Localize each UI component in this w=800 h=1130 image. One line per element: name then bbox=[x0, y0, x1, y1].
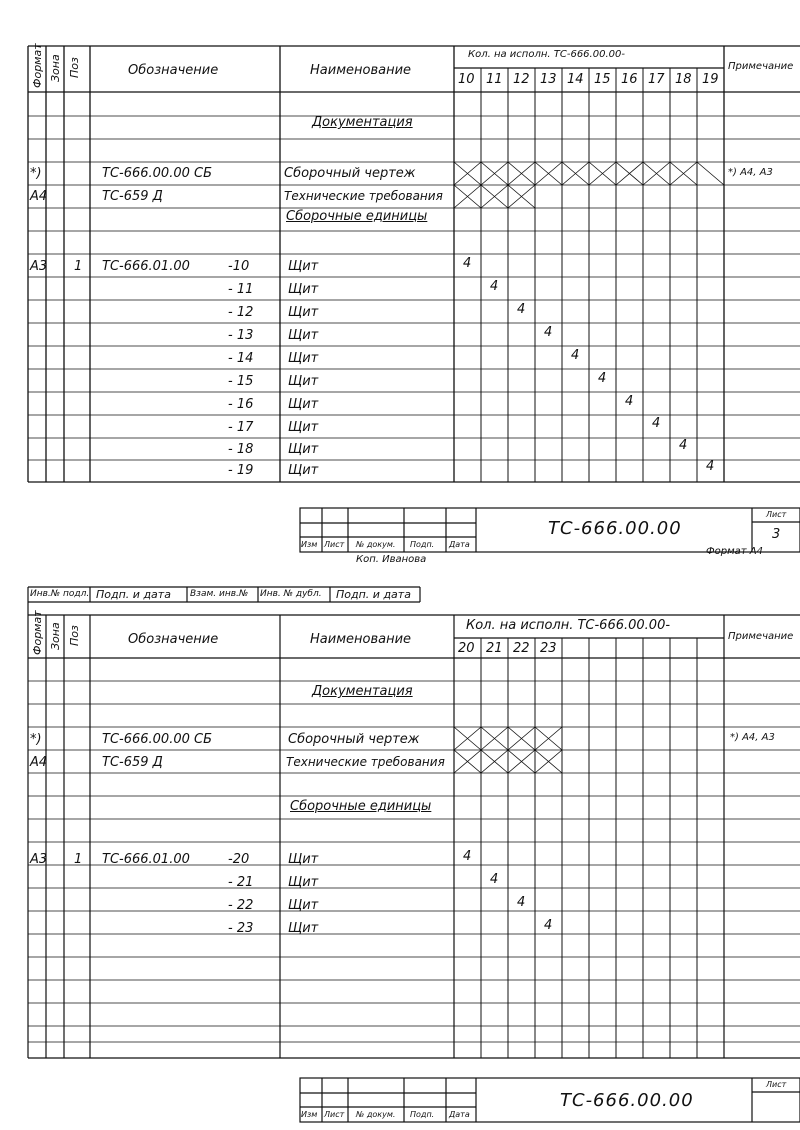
part-suffix: - 13 bbox=[228, 328, 254, 343]
part-suffix: - 16 bbox=[228, 397, 254, 412]
part-suffix: - 19 bbox=[228, 463, 254, 478]
row-asm-drawing-name: Сборочный чертеж bbox=[284, 166, 416, 181]
footer-format: Формат А4 bbox=[706, 546, 763, 557]
part-qty: 4 bbox=[544, 918, 553, 933]
stamp-list-label: Лист bbox=[324, 1110, 345, 1119]
variant-22: 22 bbox=[513, 641, 530, 656]
part-name: Щит bbox=[288, 898, 319, 913]
qty-caption: Кол. на исполн. ТС-666.00.00- bbox=[468, 49, 625, 60]
side-stamp-sign-date-2: Подп. и дата bbox=[336, 588, 411, 601]
stamp-date-label: Дата bbox=[449, 540, 470, 549]
part-suffix: - 17 bbox=[228, 420, 254, 435]
stamp-sheet-label: Лист bbox=[766, 510, 787, 519]
col-pos-header: Поз bbox=[68, 57, 81, 78]
part-suffix: - 11 bbox=[228, 282, 254, 297]
stamp-sheet-label: Лист bbox=[766, 1080, 787, 1089]
part-qty: 4 bbox=[517, 302, 526, 317]
part-suffix: - 12 bbox=[228, 305, 254, 320]
documentation-section-title: Документация bbox=[312, 115, 413, 130]
side-stamp-inv-dup: Инв. № дубл. bbox=[260, 589, 322, 599]
col-note-header: Примечание bbox=[728, 631, 794, 642]
part-qty: 4 bbox=[463, 849, 472, 864]
variant-21: 21 bbox=[486, 641, 503, 656]
variant-12: 12 bbox=[513, 72, 530, 87]
part-name: Щит bbox=[288, 259, 319, 274]
part-qty: 4 bbox=[571, 348, 580, 363]
part-name: Щит bbox=[288, 328, 319, 343]
variant-23: 23 bbox=[540, 641, 557, 656]
row-tech-req-designation: ТС-659 Д bbox=[102, 189, 163, 204]
part-qty: 4 bbox=[598, 371, 607, 386]
variant-14: 14 bbox=[567, 72, 584, 87]
part-name: Щит bbox=[288, 305, 319, 320]
col-zone-header: Зона bbox=[49, 54, 62, 82]
variant-16: 16 bbox=[621, 72, 638, 87]
variant-10: 10 bbox=[458, 72, 475, 87]
part-qty: 4 bbox=[679, 438, 688, 453]
row-asm-drawing-format: *) bbox=[30, 166, 42, 181]
part-designation: ТС-666.01.00 bbox=[102, 852, 190, 867]
assembly-section-title: Сборочные единицы bbox=[286, 209, 428, 224]
variant-18: 18 bbox=[675, 72, 692, 87]
stamp-izm-label: Изм bbox=[301, 1110, 318, 1119]
part-name: Щит bbox=[288, 875, 319, 890]
part-designation: ТС-666.01.00 bbox=[102, 259, 190, 274]
part-name: Щит bbox=[288, 852, 319, 867]
part-name: Щит bbox=[288, 351, 319, 366]
assembly-section-title: Сборочные единицы bbox=[290, 799, 432, 814]
stamp-ndoc-label: № докум. bbox=[356, 1110, 396, 1119]
part-qty: 4 bbox=[463, 256, 472, 271]
side-stamp-sign-date: Подп. и дата bbox=[96, 588, 171, 601]
col-pos-header: Поз bbox=[68, 625, 81, 646]
footer-copied-by: Коп. Иванова bbox=[356, 554, 427, 565]
part-suffix: - 14 bbox=[228, 351, 254, 366]
stamp-date-label: Дата bbox=[449, 1110, 470, 1119]
variant-13: 13 bbox=[540, 72, 557, 87]
stamp-sheet-number: 3 bbox=[772, 527, 781, 542]
part-suffix: -10 bbox=[228, 259, 250, 274]
part-suffix: - 22 bbox=[228, 898, 254, 913]
row-tech-req-format: А4 bbox=[30, 755, 48, 770]
part-suffix: - 23 bbox=[228, 921, 254, 936]
part-pos: 1 bbox=[74, 852, 83, 867]
part-suffix: - 15 bbox=[228, 374, 254, 389]
row-asm-drawing-note: *) А4, А3 bbox=[728, 167, 773, 178]
part-qty: 4 bbox=[517, 895, 526, 910]
variant-15: 15 bbox=[594, 72, 611, 87]
stamp-ndoc-label: № докум. bbox=[356, 540, 396, 549]
spec-sheet-2 bbox=[0, 580, 800, 1125]
stamp-podp-label: Подп. bbox=[410, 1110, 435, 1119]
part-qty: 4 bbox=[490, 279, 499, 294]
stamp-list-label: Лист bbox=[324, 540, 345, 549]
part-name: Щит bbox=[288, 921, 319, 936]
part-pos: 1 bbox=[74, 259, 83, 274]
documentation-section-title: Документация bbox=[312, 684, 413, 699]
part-format: А3 bbox=[30, 259, 48, 274]
row-tech-req-format: А4 bbox=[30, 189, 48, 204]
part-name: Щит bbox=[288, 374, 319, 389]
variant-11: 11 bbox=[486, 72, 503, 87]
row-asm-drawing-format: *) bbox=[30, 732, 42, 747]
variant-19: 19 bbox=[702, 72, 719, 87]
stamp-document-code: ТС-666.00.00 bbox=[548, 518, 682, 539]
col-zone-header: Зона bbox=[49, 622, 62, 650]
row-tech-req-name: Технические требования bbox=[286, 755, 445, 769]
col-designation-header: Обозначение bbox=[128, 632, 219, 647]
stamp-document-code: ТС-666.00.00 bbox=[560, 1090, 694, 1111]
part-name: Щит bbox=[288, 282, 319, 297]
variant-17: 17 bbox=[648, 72, 665, 87]
side-stamp-inv-orig: Инв.№ подл. bbox=[30, 589, 90, 599]
part-qty: 4 bbox=[625, 394, 634, 409]
part-name: Щит bbox=[288, 420, 319, 435]
part-qty: 4 bbox=[544, 325, 553, 340]
part-qty: 4 bbox=[706, 459, 715, 474]
col-designation-header: Обозначение bbox=[128, 63, 219, 78]
part-qty: 4 bbox=[490, 872, 499, 887]
col-name-header: Наименование bbox=[310, 632, 412, 647]
row-asm-drawing-designation: ТС-666.00.00 СБ bbox=[102, 732, 212, 747]
row-asm-drawing-name: Сборочный чертеж bbox=[288, 732, 420, 747]
part-qty: 4 bbox=[652, 416, 661, 431]
row-asm-drawing-note: *) А4, А3 bbox=[730, 732, 775, 743]
stamp-podp-label: Подп. bbox=[410, 540, 435, 549]
row-asm-drawing-designation: ТС-666.00.00 СБ bbox=[102, 166, 212, 181]
row-tech-req-name: Технические требования bbox=[284, 189, 443, 203]
part-suffix: -20 bbox=[228, 852, 250, 867]
part-name: Щит bbox=[288, 463, 319, 478]
row-tech-req-designation: ТС-659 Д bbox=[102, 755, 163, 770]
part-suffix: - 21 bbox=[228, 875, 254, 890]
part-name: Щит bbox=[288, 442, 319, 457]
stamp-izm-label: Изм bbox=[301, 540, 318, 549]
col-format-header: Формат bbox=[31, 43, 44, 88]
col-name-header: Наименование bbox=[310, 63, 412, 78]
part-suffix: - 18 bbox=[228, 442, 254, 457]
side-stamp-replaced-inv: Взам. инв.№ bbox=[190, 589, 249, 599]
qty-caption: Кол. на исполн. ТС-666.00.00- bbox=[466, 618, 671, 633]
part-name: Щит bbox=[288, 397, 319, 412]
col-note-header: Примечание bbox=[728, 61, 794, 72]
col-format-header: Формат bbox=[31, 610, 44, 655]
variant-20: 20 bbox=[458, 641, 475, 656]
part-format: А3 bbox=[30, 852, 48, 867]
